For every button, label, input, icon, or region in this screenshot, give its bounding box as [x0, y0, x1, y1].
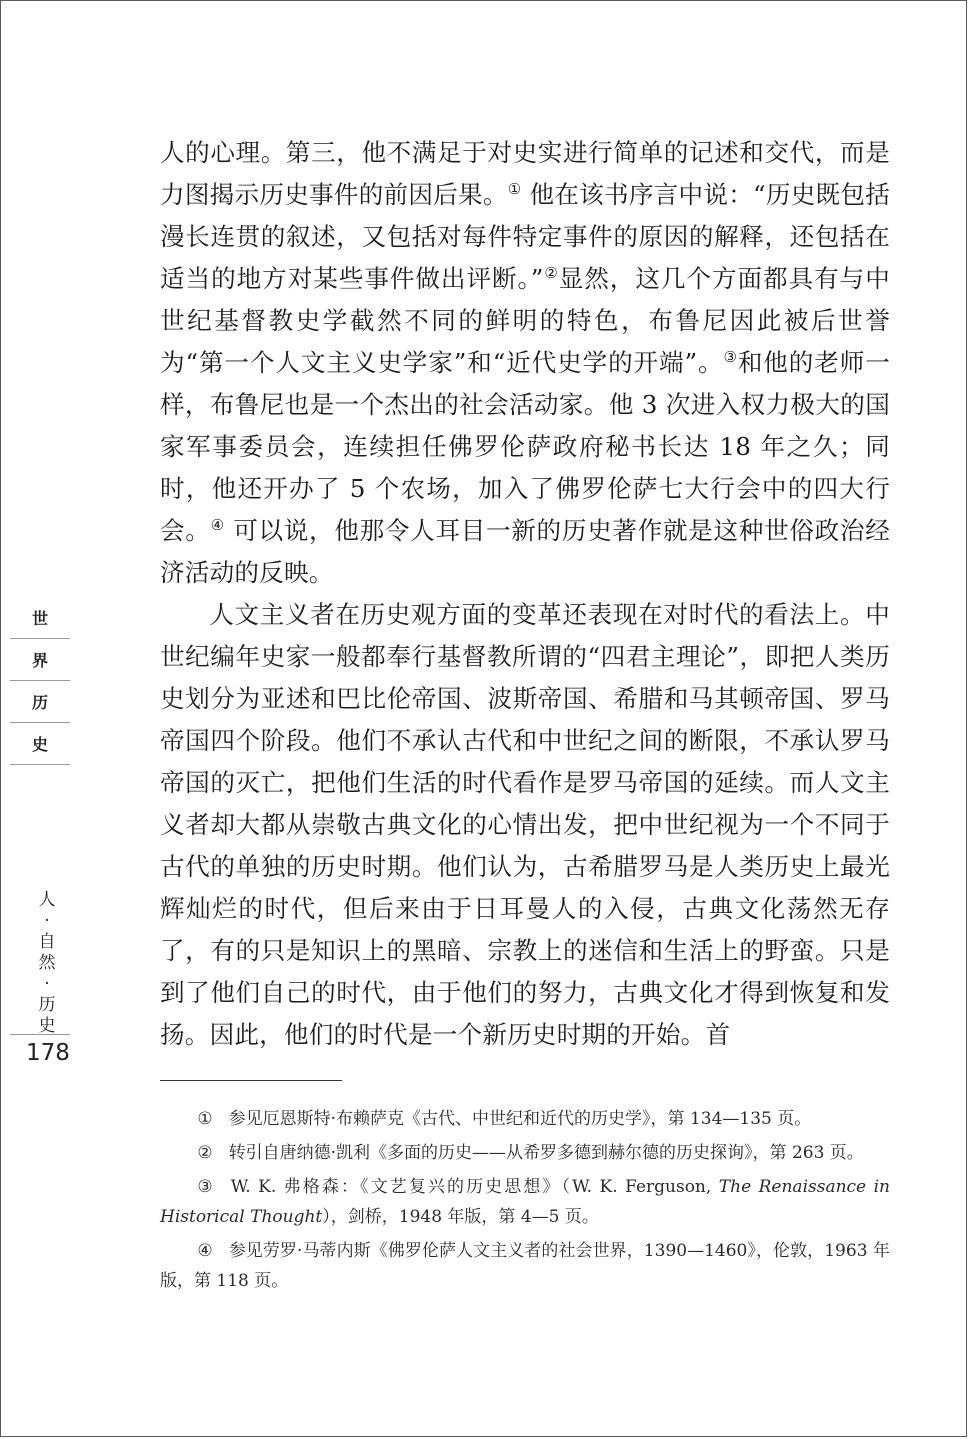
text-run: 参见厄恩斯特·布赖萨克《古代、中世纪和近代的历史学》，第 134—135 页。 — [228, 1109, 812, 1129]
main-text — [160, 132, 890, 1056]
text-run: 和他的老师一样，布鲁尼也是一个杰出的社会活动家。他 3 次进入权力极大的国家军事委员会，连续担任佛罗伦萨政府秘书长达 18 年之久；同时，他还开办了 5 个农场，加入了佛罗伦萨七大行会中的四大行会。 — [160, 348, 891, 545]
paragraph-2 — [160, 594, 890, 1056]
footnote-mark: ② — [197, 1143, 213, 1163]
text-run: W. K. 弗格森：《文艺复兴的历史思想》（W. K. Ferguson, — [230, 1177, 719, 1197]
series-char: · — [44, 974, 50, 994]
series-char: 人 — [38, 890, 56, 910]
text-run: 转引自唐纳德·凯利《多面的历史——从希罗多德到赫尔德的历史探询》，第 263 页。 — [228, 1143, 864, 1163]
italic-title: The Renaissance in Historical Thought — [160, 1177, 890, 1227]
series-char: 历 — [38, 995, 56, 1015]
running-head-char: 史 — [10, 723, 70, 765]
footnote-ref: ③ — [723, 348, 738, 366]
running-head-sidebar — [10, 597, 70, 765]
text-run: 参见劳罗·马蒂内斯《佛罗伦萨人文主义者的社会世界，1390—1460》，伦敦，1963 年版，第 118 页。 — [160, 1241, 890, 1291]
series-char: 然 — [38, 953, 56, 973]
footnote-mark: ④ — [197, 1241, 213, 1261]
page-number: 178 — [26, 1040, 70, 1066]
series-char: · — [44, 911, 50, 931]
footnote-mark: ① — [197, 1109, 213, 1129]
text-run: ），剑桥，1948 年版，第 4—5 页。 — [322, 1207, 599, 1227]
footnote — [160, 1172, 890, 1232]
footnote — [160, 1104, 890, 1134]
footnote-separator — [160, 1080, 342, 1081]
series-char: 自 — [38, 932, 56, 952]
footnote — [160, 1138, 890, 1168]
text-run: 人的心理。第三，他不满足于对史实进行简单的记述和交代，而是力图揭示历史事件的前因后果。 — [160, 138, 890, 209]
running-head-char: 界 — [10, 639, 70, 681]
running-head-char: 历 — [10, 681, 70, 723]
text-run: 他在该书序言中说：“历史既包括漫长连贯的叙述，又包括对每件特定事件的原因的解释，还包括在适当的地方对某些事件做出评断。” — [160, 180, 890, 293]
text-run: 可以说，他那令人耳目一新的历史著作就是这种世俗政治经济活动的反映。 — [160, 516, 890, 587]
sidebar-divider — [10, 1034, 70, 1035]
running-head-char: 世 — [10, 597, 70, 639]
footnote-ref: ① — [507, 180, 522, 198]
series-char: 史 — [38, 1016, 56, 1036]
text-run: 显然，这几个方面都具有与中世纪基督教史学截然不同的鲜明的特色，布鲁尼因此被后世誉为“第一个人文主义史学家”和“近代史学的开端”。 — [160, 264, 890, 377]
footnote-ref: ④ — [210, 516, 225, 534]
footnote-ref: ② — [543, 264, 559, 282]
footnotes — [160, 1104, 890, 1300]
paragraph-1 — [160, 132, 890, 594]
series-title — [34, 890, 60, 1037]
footnote-mark: ③ — [197, 1177, 215, 1197]
text-run: 人文主义者在历史观方面的变革还表现在对时代的看法上。中世纪编年史家一般都奉行基督教所谓的“四君主理论”，即把人类历史划分为亚述和巴比伦帝国、波斯帝国、希腊和马其顿帝国、罗马帝国四个阶段。他们不承认古代和中世纪之间的断限，不承认罗马帝国的灭亡，把他们生活的时代看作是罗马帝国的延续。而人文主义者却大都从崇敬古典文化的心情出发，把中世纪视为一个不同于古代的单独的历史时期。他们认为，古希腊罗马是人类历史上最光辉灿烂的时代，但后来由于日耳曼人的入侵，古典文化荡然无存了，有的只是知识上的黑暗、宗教上的迷信和生活上的野蛮。只是到了他们自己的时代，由于他们的努力，古典文化才得到恢复和发扬。因此，他们的时代是一个新历史时期的开始。首 — [160, 600, 890, 1049]
footnote — [160, 1236, 890, 1296]
